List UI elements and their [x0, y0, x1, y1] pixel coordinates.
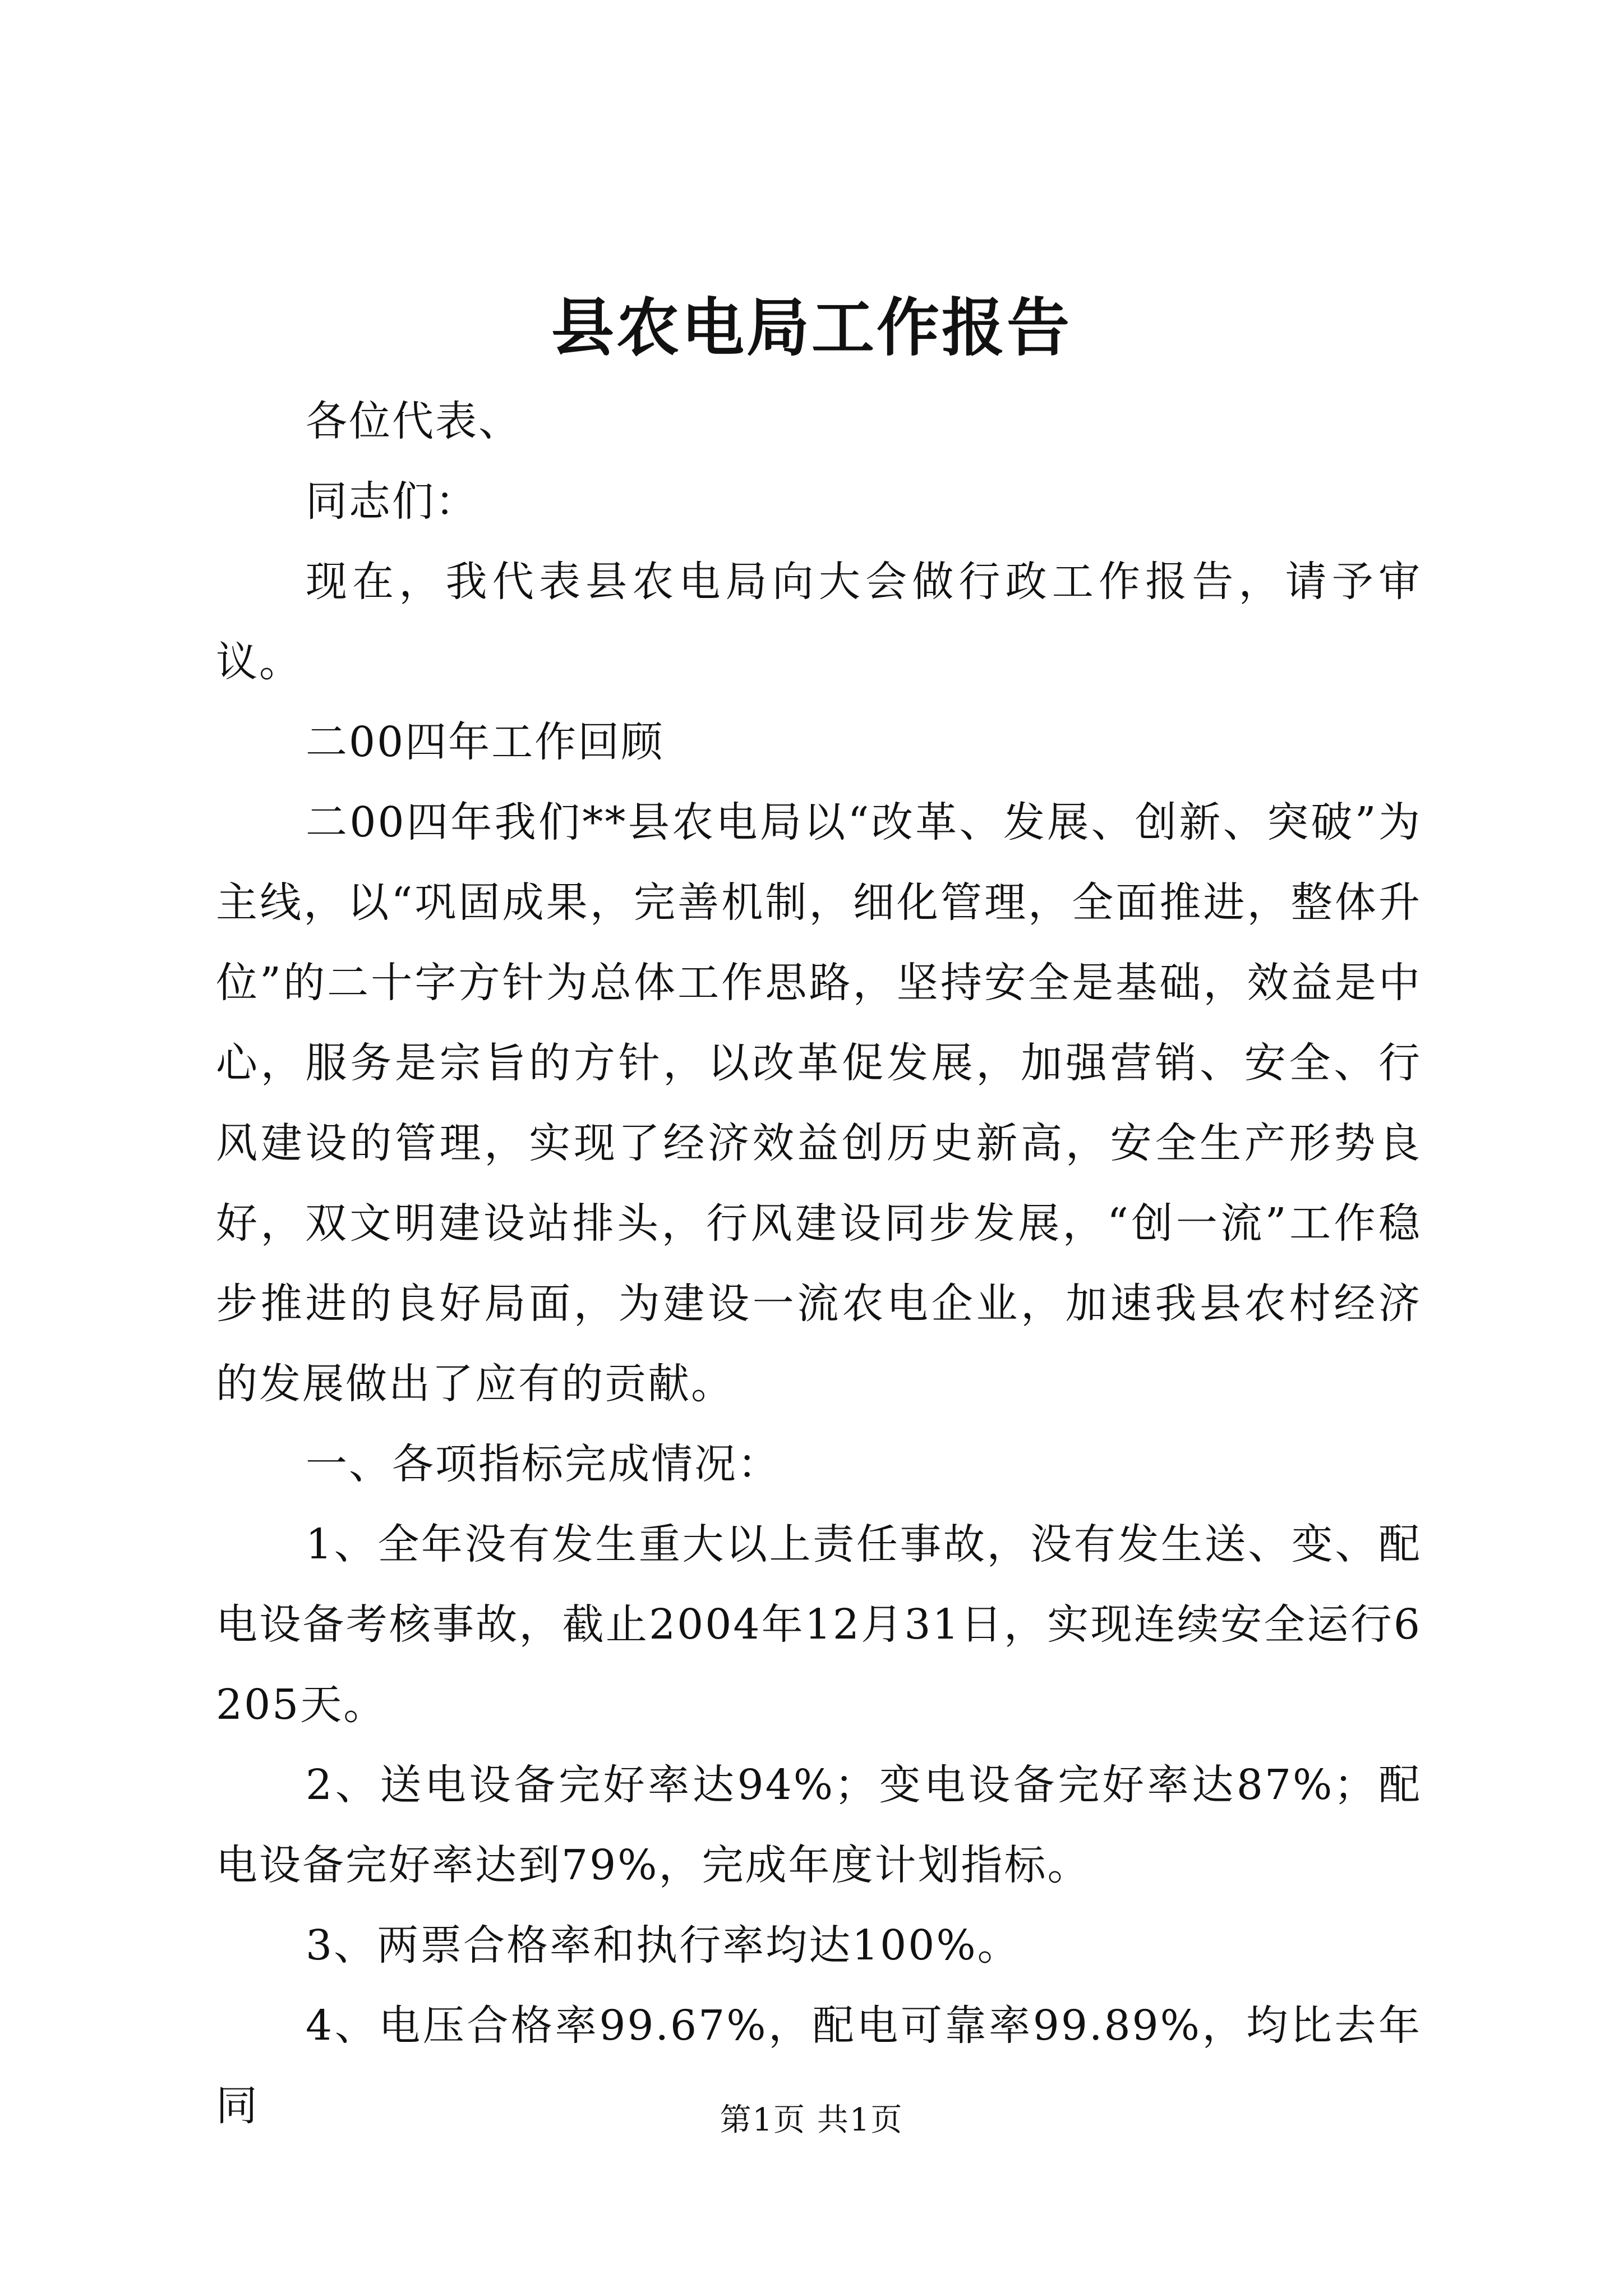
review-paragraph: 二00四年我们**县农电局以“改革、发展、创新、突破”为主线，以“巩固成果，完善机制，细化管理，全面推进，整体升位”的二十字方针为总体工作思路，坚持安全是基础，效益是中心，服务是宗旨的方针，以改革促发展，加强营销、安全、行风建设的管理，实现了经济效益创历史新高，安全生产形势良好，双文明建设站排头，行风建设同步发展，“创一流”工作稳步推进的良好局面，为建设一流农电企业，加速我县农村经济的发展做出了应有的贡献。	[216, 798, 1422, 1408]
document-body	[216, 381, 1422, 2146]
document-title: 县农电局工作报告	[551, 291, 1072, 365]
section-heading-review: 二00四年工作回顾	[306, 718, 665, 766]
page-footer: 第1页 共1页	[720, 2102, 903, 2138]
indicator-item-4: 4、电压合格率99.67%，配电可靠率99.89%，均比去年同	[216, 2001, 1422, 2130]
indicator-item-3: 3、两票合格率和执行率均达100%。	[306, 1921, 1021, 1970]
intro-paragraph: 现在，我代表县农电局向大会做行政工作报告，请予审议。	[216, 558, 1422, 686]
section-heading-indicators: 一、各项指标完成情况：	[306, 1440, 781, 1488]
indicator-item-1: 1、全年没有发生重大以上责任事故，没有发生送、变、配电设备考核事故，截止2004年12月31日，实现连续安全运行6205天。	[216, 1520, 1422, 1729]
salutation-line-2: 同志们：	[306, 477, 478, 526]
salutation-line-1: 各位代表、	[306, 397, 522, 445]
indicator-item-2: 2、送电设备完好率达94%；变电设备完好率达87%；配电设备完好率达到79%，完成年度计划指标。	[216, 1761, 1422, 1889]
